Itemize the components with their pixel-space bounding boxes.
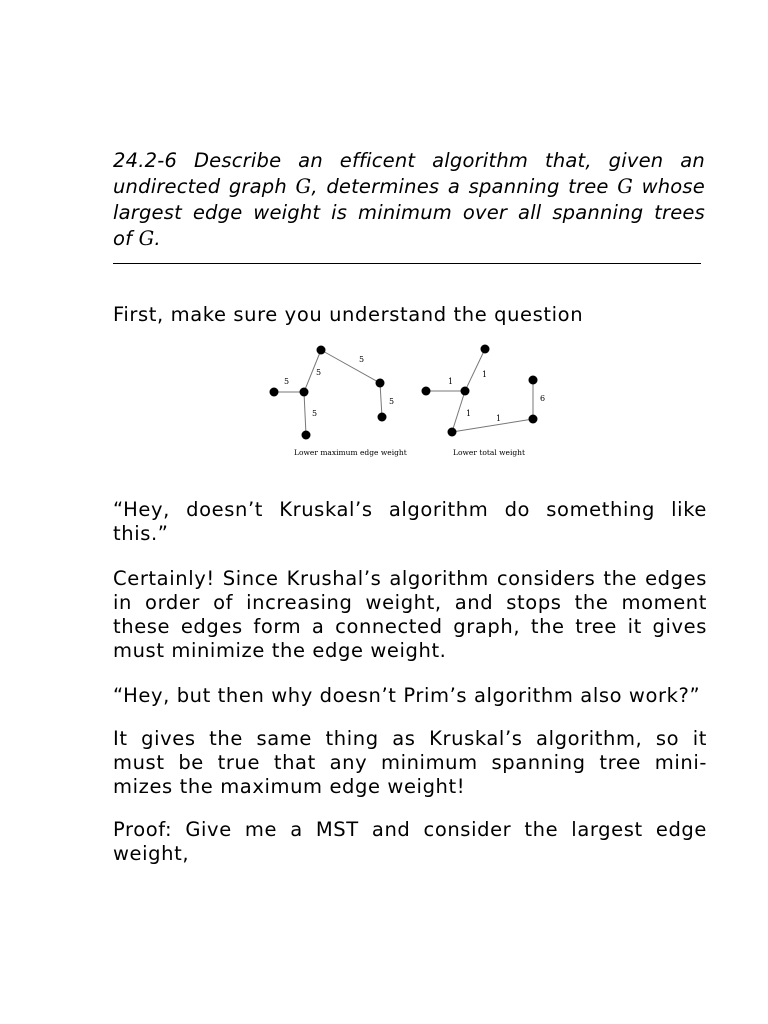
left-graph-caption: Lower maximum edge weight	[294, 448, 407, 457]
svg-text:1: 1	[482, 370, 488, 379]
svg-text:1: 1	[466, 409, 472, 418]
math-symbol-g: G	[138, 227, 155, 250]
problem-statement	[113, 148, 705, 252]
intro-text: First, make sure you understand the question	[113, 303, 584, 326]
answer-prim: It gives the same thing as Kruskal’s algorithm, so it must be true that any minimum spanning tree mini- mizes the maximum edge weight!	[113, 727, 707, 798]
svg-text:5: 5	[359, 355, 365, 364]
problem-line-2: undirected graph G, determines a spanning tree G whose	[113, 175, 705, 198]
problem-line-4: of G.	[113, 227, 161, 250]
horizontal-rule	[113, 263, 701, 264]
graph-comparison-illustration	[262, 340, 562, 464]
svg-text:5: 5	[389, 397, 395, 406]
math-symbol-g: G	[295, 175, 312, 198]
svg-text:5: 5	[312, 409, 318, 418]
graph-figure	[262, 340, 562, 464]
right-graph-edges	[426, 349, 533, 432]
svg-text:6: 6	[540, 394, 546, 403]
question-prim: “Hey, but then why doesn’t Prim’s algorithm also work?”	[113, 684, 701, 707]
svg-text:1: 1	[496, 414, 502, 423]
question-kruskal: “Hey, doesn’t Kruskal’s algorithm do something like this.”	[113, 498, 707, 545]
left-graph-edges	[274, 350, 382, 435]
svg-text:5: 5	[316, 368, 322, 377]
proof-text: Proof: Give me a MST and consider the largest edge weight,	[113, 818, 707, 865]
problem-line-3: largest edge weight is minimum over all spanning trees	[113, 201, 705, 224]
svg-text:5: 5	[284, 377, 290, 386]
problem-line-1: 24.2-6 Describe an efficent algorithm that, given an	[113, 149, 705, 172]
math-symbol-g: G	[617, 175, 633, 198]
right-graph-caption: Lower total weight	[453, 448, 526, 457]
answer-kruskal: Certainly! Since Krushal’s algorithm considers the edges in order of increasing weight, and stops the moment these edges form a connected graph, the tree it gives must minimize the edge weight.	[113, 567, 707, 662]
svg-text:1: 1	[448, 377, 454, 386]
